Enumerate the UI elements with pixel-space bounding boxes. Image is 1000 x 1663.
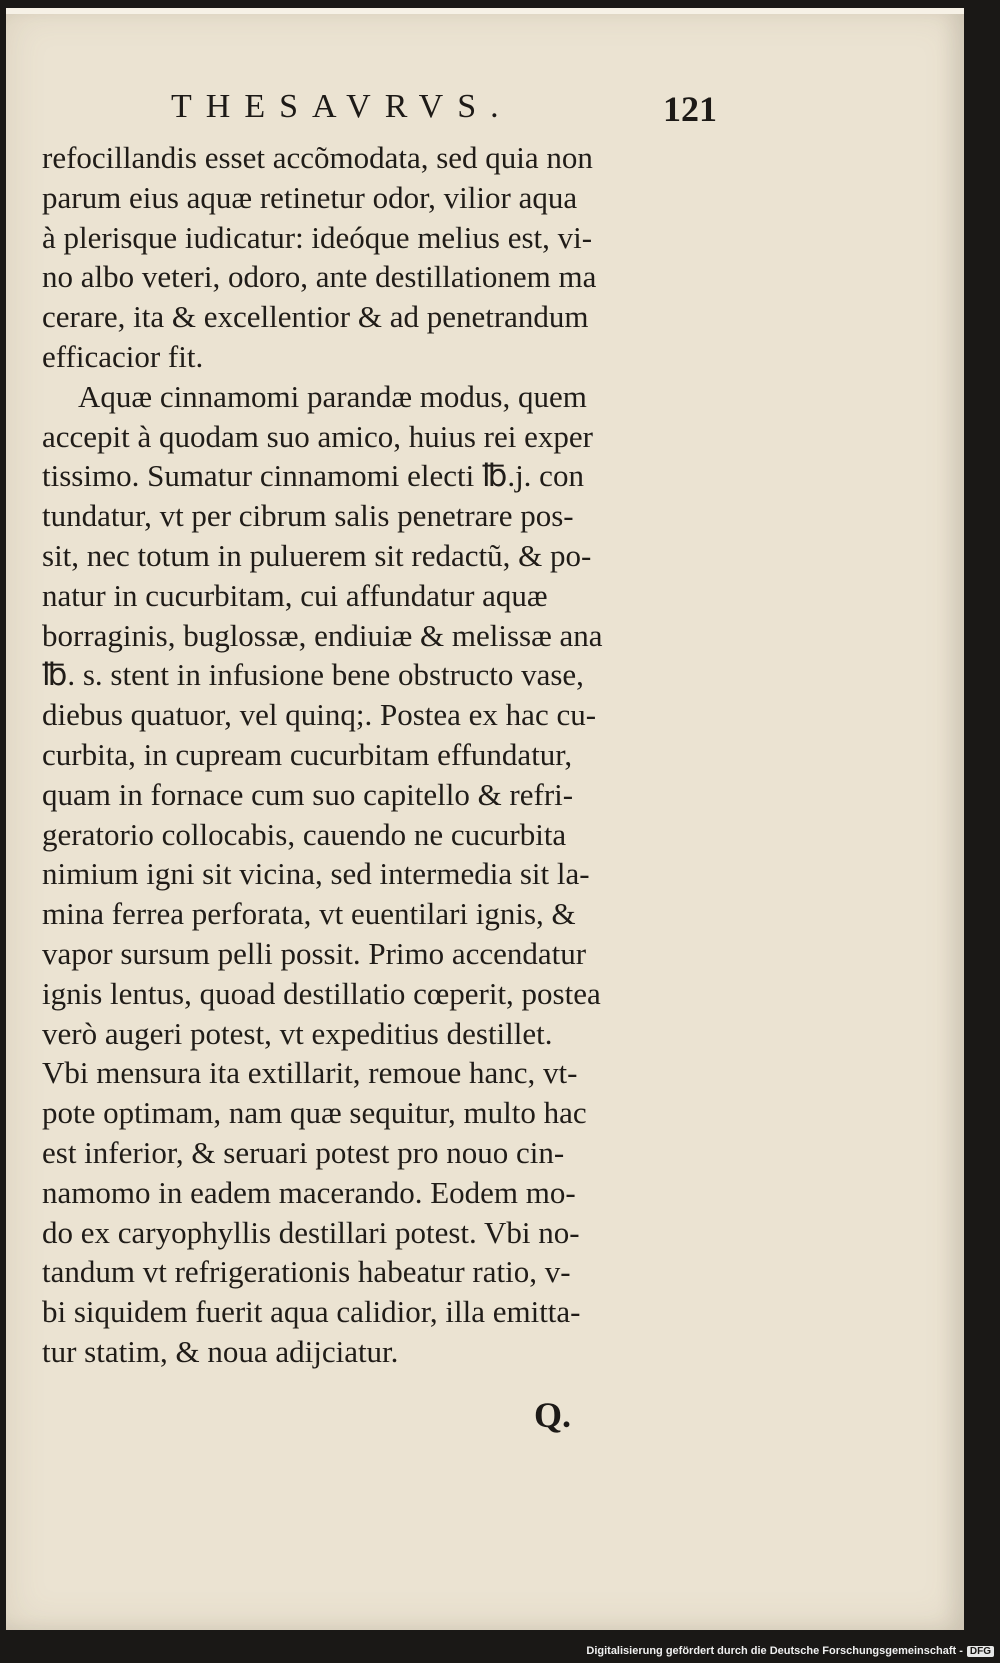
text-line: refocillandis esset accõmodata, sed quia non xyxy=(42,140,593,175)
text-line: verò augeri potest, vt expeditius destillet. xyxy=(42,1015,553,1051)
running-title: THESAVRVS. xyxy=(171,88,513,125)
text-line: vapor sursum pelli possit. Primo accendatur xyxy=(42,935,587,971)
text-line: accepit à quodam suo amico, huius rei exper xyxy=(42,418,593,454)
text-line: ignis lentus, quoad destillatio cœperit, postea xyxy=(42,975,601,1011)
dfg-logo: DFG xyxy=(967,1646,994,1657)
text-line: bi siquidem fuerit aqua calidior, illa emitta- xyxy=(42,1294,581,1330)
digitization-footer xyxy=(586,1645,994,1657)
text-line: do ex caryophyllis destillari potest. Vbi no- xyxy=(42,1214,580,1250)
text-line: sit, nec totum in puluerem sit redactũ, & po- xyxy=(42,537,592,573)
text-line: tur statim, & noua adijciatur. xyxy=(42,1333,399,1369)
funding-credit: Digitalisierung gefördert durch die Deutsche Forschungsgemeinschaft - xyxy=(586,1645,963,1657)
text-line: tissimo. Sumatur cinnamomi electi ℔.j. con xyxy=(42,458,584,494)
text-line: pote optimam, nam quæ sequitur, multo hac xyxy=(42,1095,587,1131)
text-line: mina ferrea perforata, vt euentilari ignis, & xyxy=(42,896,576,932)
text-line: no albo veteri, odoro, ante destillationem ma xyxy=(42,259,597,295)
catchword: Q. xyxy=(534,1395,572,1435)
text-line: geratorio collocabis, cauendo ne cucurbita xyxy=(42,816,567,852)
text-line: curbita, in cupream cucurbitam effundatur, xyxy=(42,736,573,772)
text-line: cerare, ita & excellentior & ad penetrandum xyxy=(42,299,589,335)
text-line: nimium igni sit vicina, sed intermedia sit la- xyxy=(42,856,590,892)
running-head xyxy=(171,88,717,138)
text-line: efficacior fit. xyxy=(42,338,204,374)
text-line: ℔. s. stent in infusione bene obstructo vase, xyxy=(42,657,584,693)
text-line: quam in fornace cum suo capitello & refri- xyxy=(42,776,574,812)
text-line: à plerisque iudicatur: ideóque melius est, vi- xyxy=(42,219,593,255)
body-text xyxy=(42,138,702,1372)
text-line: parum eius aquæ retinetur odor, vilior aqua xyxy=(42,179,578,215)
text-line: namomo in eadem macerando. Eodem mo- xyxy=(42,1174,576,1210)
text-line: diebus quatuor, vel quinq;. Postea ex hac cu- xyxy=(42,697,597,733)
text-line: tundatur, vt per cibrum salis penetrare pos- xyxy=(42,498,574,534)
paragraph-start-line: Aquæ cinnamomi parandæ modus, quem xyxy=(78,378,587,414)
text-line: Vbi mensura ita extillarit, remoue hanc, vt- xyxy=(42,1055,578,1091)
text-line: tandum vt refrigerationis habeatur ratio, v- xyxy=(42,1254,571,1290)
book-page xyxy=(6,8,964,1630)
text-line: natur in cucurbitam, cui affundatur aquæ xyxy=(42,577,548,613)
text-line: borraginis, buglossæ, endiuiæ & melissæ ana xyxy=(42,617,603,653)
text-line: est inferior, & seruari potest pro nouo cin- xyxy=(42,1134,565,1170)
page-top-edge xyxy=(6,8,964,14)
page-number: 121 xyxy=(663,89,717,129)
